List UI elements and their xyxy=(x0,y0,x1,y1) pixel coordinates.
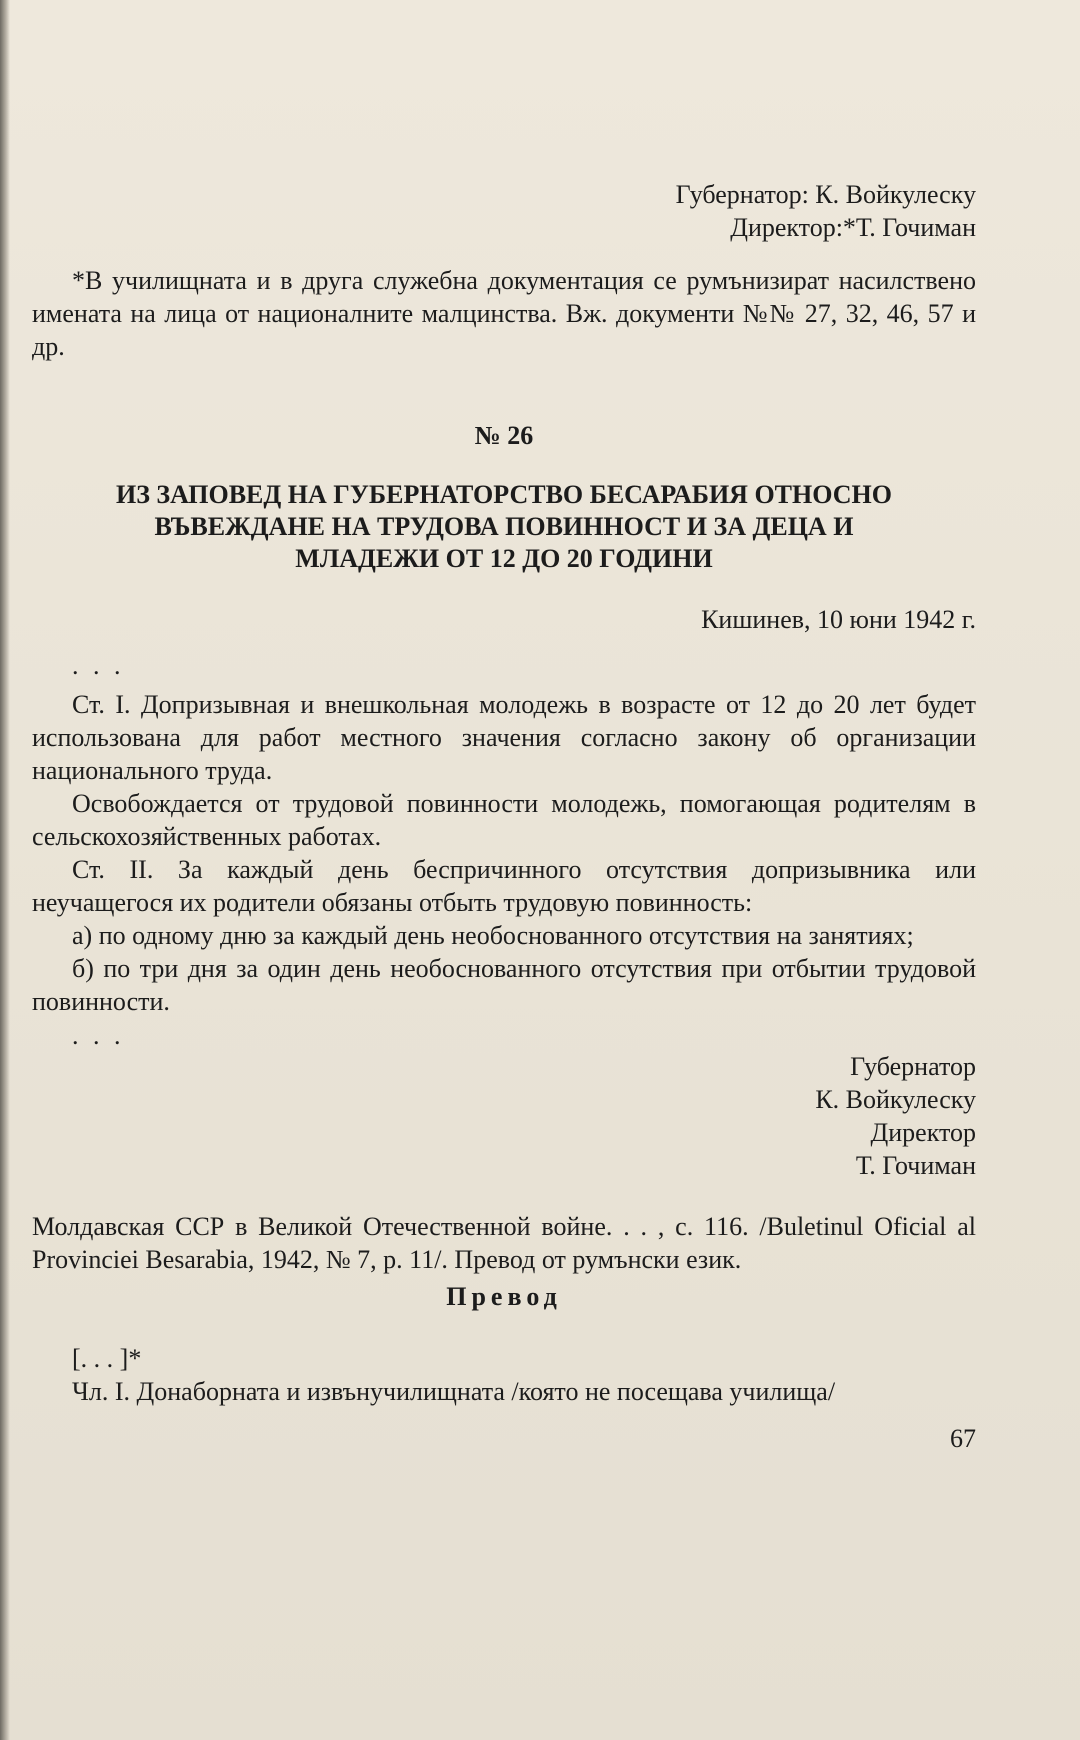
place-date: Кишинев, 10 юни 1942 г. xyxy=(701,605,976,634)
paragraph-article-1: Ст. I. Допризывная и внешкольная молодежь в возрасте от 12 до 20 лет будет использована для работ местного значения согласно закону об организации национального труда. xyxy=(32,690,976,785)
title-line-3: МЛАДЕЖИ ОТ 12 ДО 20 ГОДИНИ xyxy=(295,544,713,573)
ellipsis-top: . . . xyxy=(72,651,125,680)
source-citation: Молдавская ССР в Великой Отечественной войне. . . , с. 116. /Buletinul Oficial al Provinciei Besarabia, 1942, № 7, p. 11/. Превод от румънски език. xyxy=(32,1212,976,1274)
ellipsis-bottom: . . . xyxy=(72,1021,125,1050)
translation-heading: Превод xyxy=(446,1282,562,1311)
page-content xyxy=(32,178,976,1454)
book-spine-shadow xyxy=(0,0,10,1740)
document-title xyxy=(32,479,976,575)
page-number: 67 xyxy=(950,1424,976,1453)
director-line: Директор:*Т. Гочиман xyxy=(730,213,976,242)
document-number: № 26 xyxy=(474,421,534,450)
translation-marker: [. . . ]* xyxy=(72,1344,142,1373)
signature-governor-name: К. Войкулеску xyxy=(815,1085,976,1114)
paragraph-item-b: б) по три дня за один день необоснованного отсутствия при отбытии трудовой повинности. xyxy=(32,954,976,1016)
signature-director-title: Директор xyxy=(870,1118,976,1147)
paragraph-article-2: Ст. II. За каждый день беспричинного отсутствия допризывника или неучащегося их родители обязаны отбыть трудовую повинность: xyxy=(32,855,976,917)
top-signature-block xyxy=(32,178,976,244)
translation-first-line: Чл. I. Донаборната и извънучилищната /която не посещава училища/ xyxy=(72,1377,836,1406)
signature-director-name: Т. Гочиман xyxy=(855,1151,976,1180)
order-text xyxy=(32,688,976,1018)
governor-line: Губернатор: К. Войкулеску xyxy=(675,180,976,209)
title-line-1: ИЗ ЗАПОВЕД НА ГУБЕРНАТОРСТВО БЕСАРАБИЯ ОТНОСНО xyxy=(115,480,893,509)
paragraph-exemption: Освобождается от трудовой повинности молодежь, помогающая родителям в сельскохозяйственных работах. xyxy=(32,789,976,851)
title-line-2: ВЪВЕЖДАНЕ НА ТРУДОВА ПОВИННОСТ И ЗА ДЕЦА И xyxy=(154,512,854,541)
paragraph-item-a: а) по одному дню за каждый день необоснованного отсутствия на занятиях; xyxy=(72,921,914,950)
signature-block xyxy=(32,1050,976,1182)
signature-governor-title: Губернатор xyxy=(850,1052,976,1081)
footnote: *В училищната и в друга служебна документация се румънизират насилствено имената на лица от националните малцинства. Вж. документи №№ 27, 32, 46, 57 и др. xyxy=(32,266,976,361)
